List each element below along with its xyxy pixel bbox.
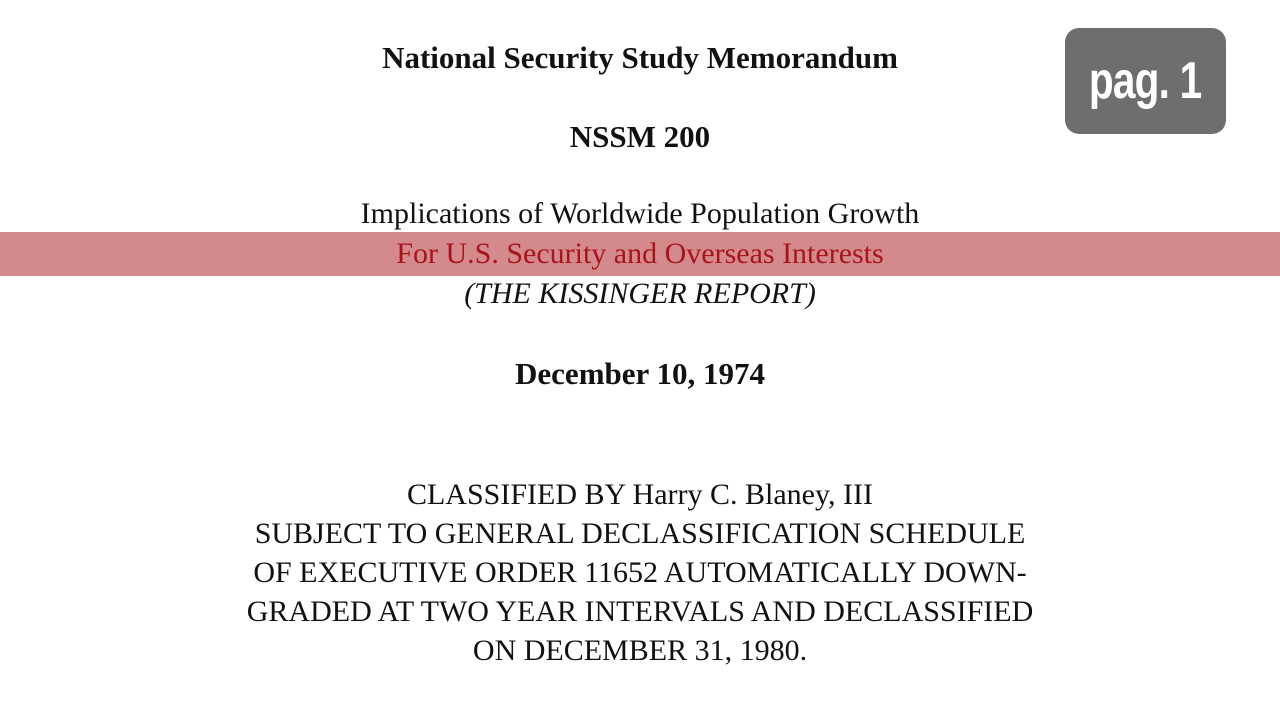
document-subtitle: NSSM 200 [569, 119, 711, 154]
classification-block [0, 475, 1280, 670]
topic-line-1: Implications of Worldwide Population Growth [360, 197, 920, 230]
topic-line-2-highlighted: For U.S. Security and Overseas Interests [396, 237, 884, 270]
classification-line-4: GRADED AT TWO YEAR INTERVALS AND DECLASSIFIED [246, 595, 1034, 628]
document-title: National Security Study Memorandum [382, 40, 898, 75]
classification-line-2: SUBJECT TO GENERAL DECLASSIFICATION SCHEDULE [254, 517, 1026, 550]
page-label: pag. 1 [1089, 52, 1202, 110]
classification-line-1: CLASSIFIED BY Harry C. Blaney, III [406, 478, 874, 511]
report-name: (THE KISSINGER REPORT) [464, 277, 816, 310]
page-badge [1065, 28, 1226, 134]
classification-line-5: ON DECEMBER 31, 1980. [472, 634, 808, 667]
document-date: December 10, 1974 [515, 356, 765, 391]
classification-line-3: OF EXECUTIVE ORDER 11652 AUTOMATICALLY DOWN- [253, 556, 1027, 589]
